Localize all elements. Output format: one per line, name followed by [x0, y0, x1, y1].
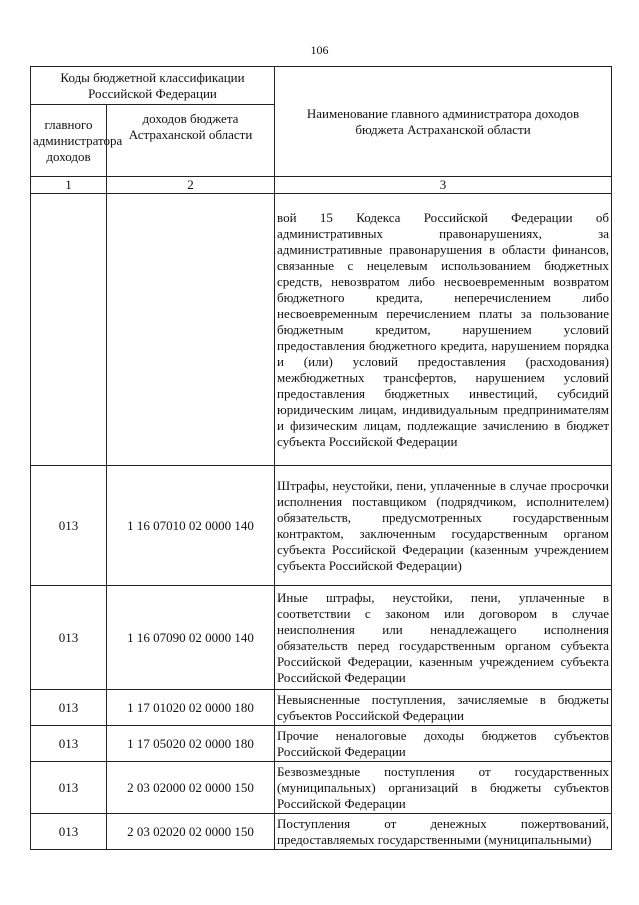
admin-code-cell: 013: [31, 762, 107, 814]
column-number-3: 3: [275, 177, 612, 194]
income-code-cell: 1 16 07010 02 0000 140: [107, 466, 275, 586]
table-row: [31, 762, 612, 814]
table-row: [31, 586, 612, 690]
name-cell: Прочие неналоговые доходы бюджетов субъектов Российской Федерации: [275, 726, 612, 762]
header-group-title: Коды бюджетной классификации Российской Федерации: [31, 67, 275, 105]
income-code-cell: 1 16 07090 02 0000 140: [107, 586, 275, 690]
table-row: [31, 466, 612, 586]
name-cell: Невыясненные поступления, зачисляемые в бюджеты субъектов Российской Федерации: [275, 690, 612, 726]
header-col3-title: Наименование главного администратора доходов бюджета Астраханской области: [275, 67, 612, 177]
budget-classification-table: [30, 66, 612, 850]
income-code-cell: 2 03 02000 02 0000 150: [107, 762, 275, 814]
admin-code-cell: 013: [31, 726, 107, 762]
name-cell: Безвозмездные поступления от государственных (муниципальных) организаций в бюджеты субъектов Российской Федерации: [275, 762, 612, 814]
income-code-cell: [107, 194, 275, 466]
name-cell: Штрафы, неустойки, пени, уплаченные в случае просрочки исполнения поставщиком (подрядчиком, исполнителем) обязательств, предусмотренных государственным контрактом, заключенным государственным органом субъекта Российской Федерации (казенным учреждением субъекта Российской Федерации): [275, 466, 612, 586]
page-number: 106: [310, 43, 329, 57]
admin-code-cell: 013: [31, 690, 107, 726]
table-row: [31, 690, 612, 726]
header-col2-title: доходов бюджета Астраханской области: [107, 105, 275, 177]
admin-code-cell: 013: [31, 586, 107, 690]
table-row: [31, 194, 612, 466]
name-cell: вой 15 Кодекса Российской Федерации об административных правонарушениях, за административные правонарушения в области финансов, связанные с нецелевым использованием бюджетных средств, невозвратом либо несвоевременным возвратом бюджетного кредита, неперечислением либо несвоевременным перечислением платы за пользование бюджетным кредитом, нарушением условий предоставления бюджетного кредита, нарушением порядка и (или) условий предоставления (расходования) межбюджетных трансфертов, нарушением условий предоставления бюджетных инвестиций, субсидий юридическим лицам, индивидуальным предпринимателям и физическим лицам, подлежащие зачислению в бюджет субъекта Российской Федерации: [275, 194, 612, 466]
name-cell: Поступления от денежных пожертвований, предоставляемых государственными (муниципальными): [275, 814, 612, 850]
income-code-cell: 1 17 01020 02 0000 180: [107, 690, 275, 726]
admin-code-cell: [31, 194, 107, 466]
income-code-cell: 2 03 02020 02 0000 150: [107, 814, 275, 850]
column-number-2: 2: [107, 177, 275, 194]
admin-code-cell: 013: [31, 466, 107, 586]
table-row: [31, 814, 612, 850]
header-col1-title: главного администратора доходов: [31, 105, 107, 177]
income-code-cell: 1 17 05020 02 0000 180: [107, 726, 275, 762]
column-number-row: [31, 177, 612, 194]
column-number-1: 1: [31, 177, 107, 194]
header-row-group: [31, 67, 612, 105]
table-row: [31, 726, 612, 762]
admin-code-cell: 013: [31, 814, 107, 850]
name-cell: Иные штрафы, неустойки, пени, уплаченные в соответствии с законом или договором в случае неисполнения или ненадлежащего исполнения обязательств перед государственным органом субъекта Российской Федерации, казенным учреждением субъекта Российской Федерации: [275, 586, 612, 690]
